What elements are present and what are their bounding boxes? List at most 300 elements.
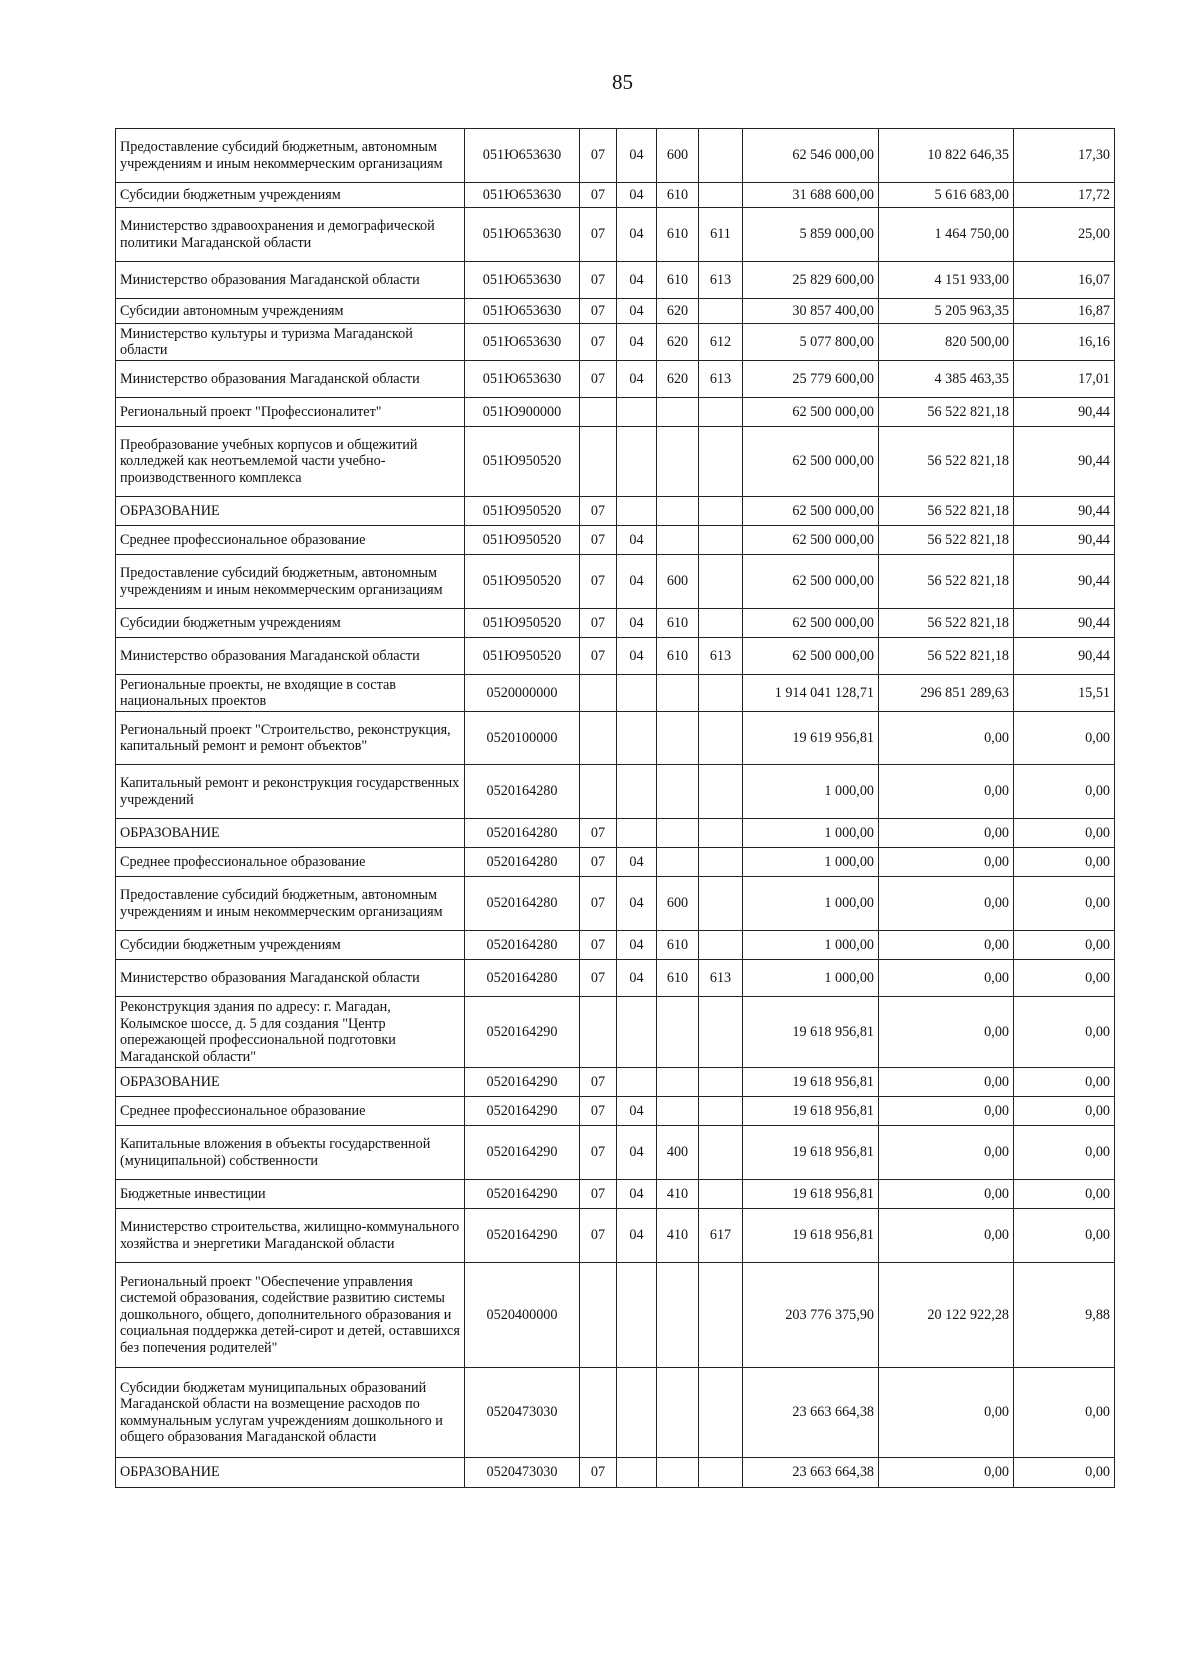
row-actual-amount: 4 151 933,00 <box>879 262 1014 299</box>
table-row <box>116 675 1115 712</box>
row-section <box>580 1263 617 1368</box>
row-expense-type <box>657 1068 699 1097</box>
row-percent: 0,00 <box>1014 877 1115 931</box>
row-name: Субсидии бюджетным учреждениям <box>116 183 465 208</box>
row-plan-amount: 62 500 000,00 <box>743 427 879 497</box>
row-subsection: 04 <box>617 877 657 931</box>
row-admin-code <box>699 1126 743 1180</box>
row-subsection: 04 <box>617 609 657 638</box>
row-percent: 0,00 <box>1014 819 1115 848</box>
row-code: 0520164290 <box>465 1068 580 1097</box>
row-expense-type: 400 <box>657 1126 699 1180</box>
row-section <box>580 997 617 1068</box>
row-actual-amount: 0,00 <box>879 877 1014 931</box>
table-row <box>116 555 1115 609</box>
table-row <box>116 1368 1115 1458</box>
row-subsection <box>617 1068 657 1097</box>
row-section: 07 <box>580 877 617 931</box>
row-name: Министерство строительства, жилищно-коммунального хозяйства и энергетики Магаданской области <box>116 1209 465 1263</box>
row-percent: 0,00 <box>1014 1126 1115 1180</box>
row-section: 07 <box>580 299 617 324</box>
row-admin-code <box>699 765 743 819</box>
row-section: 07 <box>580 638 617 675</box>
table-row <box>116 765 1115 819</box>
row-code: 0520400000 <box>465 1263 580 1368</box>
row-actual-amount: 820 500,00 <box>879 324 1014 361</box>
row-subsection: 04 <box>617 526 657 555</box>
row-actual-amount: 0,00 <box>879 960 1014 997</box>
row-expense-type: 600 <box>657 877 699 931</box>
row-admin-code <box>699 877 743 931</box>
row-subsection <box>617 712 657 765</box>
row-admin-code <box>699 997 743 1068</box>
row-percent: 17,01 <box>1014 361 1115 398</box>
row-name: Региональный проект "Строительство, реконструкция, капитальный ремонт и ремонт объектов" <box>116 712 465 765</box>
table-row <box>116 361 1115 398</box>
table-row <box>116 960 1115 997</box>
row-actual-amount: 0,00 <box>879 819 1014 848</box>
row-percent: 0,00 <box>1014 712 1115 765</box>
row-subsection: 04 <box>617 931 657 960</box>
row-admin-code <box>699 848 743 877</box>
row-percent: 9,88 <box>1014 1263 1115 1368</box>
row-actual-amount: 0,00 <box>879 1209 1014 1263</box>
row-actual-amount: 0,00 <box>879 1126 1014 1180</box>
row-percent: 90,44 <box>1014 398 1115 427</box>
row-plan-amount: 62 500 000,00 <box>743 497 879 526</box>
row-code: 051Ю653630 <box>465 361 580 398</box>
row-subsection: 04 <box>617 1097 657 1126</box>
row-actual-amount: 5 616 683,00 <box>879 183 1014 208</box>
row-plan-amount: 19 618 956,81 <box>743 997 879 1068</box>
row-name: Преобразование учебных корпусов и общежитий колледжей как неотъемлемой части учебно-производственного комплекса <box>116 427 465 497</box>
table-row <box>116 208 1115 262</box>
row-actual-amount: 56 522 821,18 <box>879 427 1014 497</box>
row-name: Среднее профессиональное образование <box>116 526 465 555</box>
row-subsection: 04 <box>617 129 657 183</box>
row-code: 051Ю950520 <box>465 555 580 609</box>
row-plan-amount: 203 776 375,90 <box>743 1263 879 1368</box>
row-expense-type: 610 <box>657 262 699 299</box>
row-plan-amount: 25 829 600,00 <box>743 262 879 299</box>
row-section <box>580 675 617 712</box>
row-subsection: 04 <box>617 324 657 361</box>
row-code: 051Ю950520 <box>465 526 580 555</box>
row-admin-code: 612 <box>699 324 743 361</box>
table-row <box>116 1209 1115 1263</box>
row-subsection <box>617 1263 657 1368</box>
row-plan-amount: 23 663 664,38 <box>743 1458 879 1488</box>
row-section <box>580 398 617 427</box>
row-plan-amount: 19 618 956,81 <box>743 1068 879 1097</box>
table-row <box>116 427 1115 497</box>
row-name: Министерство образования Магаданской области <box>116 361 465 398</box>
row-percent: 90,44 <box>1014 526 1115 555</box>
row-actual-amount: 0,00 <box>879 1068 1014 1097</box>
row-admin-code <box>699 183 743 208</box>
row-plan-amount: 1 000,00 <box>743 819 879 848</box>
row-code: 0520164290 <box>465 1097 580 1126</box>
row-plan-amount: 5 077 800,00 <box>743 324 879 361</box>
table-row <box>116 526 1115 555</box>
row-subsection: 04 <box>617 1180 657 1209</box>
row-section: 07 <box>580 1126 617 1180</box>
row-plan-amount: 19 618 956,81 <box>743 1209 879 1263</box>
row-name: Министерство здравоохранения и демографической политики Магаданской области <box>116 208 465 262</box>
row-name: ОБРАЗОВАНИЕ <box>116 819 465 848</box>
table-row <box>116 129 1115 183</box>
row-name: Среднее профессиональное образование <box>116 1097 465 1126</box>
table-row <box>116 931 1115 960</box>
table-row <box>116 997 1115 1068</box>
row-expense-type <box>657 398 699 427</box>
row-section: 07 <box>580 1458 617 1488</box>
row-plan-amount: 1 000,00 <box>743 931 879 960</box>
row-admin-code <box>699 1068 743 1097</box>
row-expense-type: 620 <box>657 324 699 361</box>
row-expense-type: 600 <box>657 129 699 183</box>
row-actual-amount: 296 851 289,63 <box>879 675 1014 712</box>
row-plan-amount: 1 914 041 128,71 <box>743 675 879 712</box>
row-percent: 16,87 <box>1014 299 1115 324</box>
row-expense-type <box>657 819 699 848</box>
row-actual-amount: 56 522 821,18 <box>879 526 1014 555</box>
row-admin-code: 613 <box>699 361 743 398</box>
table-row <box>116 1180 1115 1209</box>
row-plan-amount: 62 500 000,00 <box>743 526 879 555</box>
row-subsection <box>617 1368 657 1458</box>
row-actual-amount: 1 464 750,00 <box>879 208 1014 262</box>
row-plan-amount: 31 688 600,00 <box>743 183 879 208</box>
row-actual-amount: 0,00 <box>879 997 1014 1068</box>
row-actual-amount: 56 522 821,18 <box>879 638 1014 675</box>
table-row <box>116 1458 1115 1488</box>
row-percent: 17,72 <box>1014 183 1115 208</box>
row-code: 0520164290 <box>465 1126 580 1180</box>
row-section <box>580 765 617 819</box>
row-code: 051Ю653630 <box>465 129 580 183</box>
row-code: 0520473030 <box>465 1368 580 1458</box>
row-section: 07 <box>580 1209 617 1263</box>
row-actual-amount: 56 522 821,18 <box>879 398 1014 427</box>
row-section: 07 <box>580 848 617 877</box>
row-section <box>580 427 617 497</box>
table-row <box>116 262 1115 299</box>
row-percent: 0,00 <box>1014 1097 1115 1126</box>
row-name: Субсидии бюджетным учреждениям <box>116 931 465 960</box>
row-name: Министерство образования Магаданской области <box>116 960 465 997</box>
row-subsection: 04 <box>617 1126 657 1180</box>
table-row <box>116 848 1115 877</box>
row-name: Среднее профессиональное образование <box>116 848 465 877</box>
row-expense-type <box>657 526 699 555</box>
row-percent: 0,00 <box>1014 960 1115 997</box>
row-plan-amount: 19 619 956,81 <box>743 712 879 765</box>
row-name: Министерство культуры и туризма Магаданской области <box>116 324 465 361</box>
row-admin-code <box>699 712 743 765</box>
row-admin-code <box>699 675 743 712</box>
row-actual-amount: 0,00 <box>879 1097 1014 1126</box>
row-expense-type <box>657 712 699 765</box>
row-expense-type <box>657 1368 699 1458</box>
row-admin-code <box>699 819 743 848</box>
row-section: 07 <box>580 1068 617 1097</box>
row-expense-type: 610 <box>657 183 699 208</box>
row-actual-amount: 0,00 <box>879 1368 1014 1458</box>
table-row <box>116 609 1115 638</box>
row-admin-code <box>699 299 743 324</box>
row-percent: 0,00 <box>1014 1180 1115 1209</box>
row-expense-type: 600 <box>657 555 699 609</box>
row-admin-code: 611 <box>699 208 743 262</box>
row-subsection <box>617 398 657 427</box>
row-actual-amount: 10 822 646,35 <box>879 129 1014 183</box>
row-code: 0520164280 <box>465 848 580 877</box>
row-percent: 90,44 <box>1014 555 1115 609</box>
row-subsection: 04 <box>617 555 657 609</box>
row-admin-code <box>699 609 743 638</box>
row-percent: 90,44 <box>1014 638 1115 675</box>
row-actual-amount: 56 522 821,18 <box>879 609 1014 638</box>
row-name: Предоставление субсидий бюджетным, автономным учреждениям и иным некоммерческим организациям <box>116 555 465 609</box>
row-name: Субсидии бюджетным учреждениям <box>116 609 465 638</box>
table-row <box>116 1263 1115 1368</box>
row-section: 07 <box>580 1097 617 1126</box>
row-name: Реконструкция здания по адресу: г. Магадан, Колымское шоссе, д. 5 для создания "Центр опережающей профессиональной подготовки Магаданской области" <box>116 997 465 1068</box>
row-expense-type <box>657 1097 699 1126</box>
row-name: ОБРАЗОВАНИЕ <box>116 1068 465 1097</box>
table-row <box>116 1097 1115 1126</box>
row-admin-code <box>699 1097 743 1126</box>
row-admin-code <box>699 497 743 526</box>
row-code: 0520100000 <box>465 712 580 765</box>
row-plan-amount: 1 000,00 <box>743 960 879 997</box>
row-code: 0520164290 <box>465 1180 580 1209</box>
row-admin-code <box>699 398 743 427</box>
row-subsection: 04 <box>617 208 657 262</box>
row-actual-amount: 0,00 <box>879 931 1014 960</box>
row-plan-amount: 1 000,00 <box>743 877 879 931</box>
row-section: 07 <box>580 555 617 609</box>
row-section: 07 <box>580 208 617 262</box>
row-percent: 90,44 <box>1014 609 1115 638</box>
row-code: 051Ю653630 <box>465 324 580 361</box>
row-expense-type: 410 <box>657 1180 699 1209</box>
row-code: 051Ю653630 <box>465 183 580 208</box>
row-subsection <box>617 1458 657 1488</box>
row-percent: 15,51 <box>1014 675 1115 712</box>
row-code: 0520473030 <box>465 1458 580 1488</box>
row-plan-amount: 62 500 000,00 <box>743 398 879 427</box>
row-admin-code <box>699 1368 743 1458</box>
row-name: Субсидии бюджетам муниципальных образований Магаданской области на возмещение расходов по коммунальным услугам учреждениям дошкольного и общего образования Магаданской области <box>116 1368 465 1458</box>
row-code: 051Ю950520 <box>465 638 580 675</box>
row-plan-amount: 62 500 000,00 <box>743 609 879 638</box>
row-admin-code <box>699 1458 743 1488</box>
row-admin-code <box>699 1263 743 1368</box>
row-actual-amount: 0,00 <box>879 1458 1014 1488</box>
row-subsection <box>617 675 657 712</box>
row-actual-amount: 4 385 463,35 <box>879 361 1014 398</box>
row-section: 07 <box>580 931 617 960</box>
row-admin-code <box>699 427 743 497</box>
row-expense-type <box>657 675 699 712</box>
row-admin-code: 613 <box>699 638 743 675</box>
table-row <box>116 1126 1115 1180</box>
row-expense-type <box>657 765 699 819</box>
row-percent: 0,00 <box>1014 997 1115 1068</box>
row-code: 0520164280 <box>465 877 580 931</box>
row-expense-type: 410 <box>657 1209 699 1263</box>
row-expense-type <box>657 1458 699 1488</box>
row-section <box>580 712 617 765</box>
row-code: 0520000000 <box>465 675 580 712</box>
row-code: 051Ю900000 <box>465 398 580 427</box>
table-row <box>116 183 1115 208</box>
row-admin-code <box>699 1180 743 1209</box>
row-section <box>580 1368 617 1458</box>
row-name: Капитальные вложения в объекты государственной (муниципальной) собственности <box>116 1126 465 1180</box>
row-actual-amount: 20 122 922,28 <box>879 1263 1014 1368</box>
row-code: 0520164280 <box>465 931 580 960</box>
row-code: 051Ю950520 <box>465 427 580 497</box>
row-code: 051Ю653630 <box>465 262 580 299</box>
row-code: 0520164280 <box>465 960 580 997</box>
row-plan-amount: 19 618 956,81 <box>743 1097 879 1126</box>
row-actual-amount: 0,00 <box>879 765 1014 819</box>
row-section: 07 <box>580 262 617 299</box>
budget-table <box>115 128 1115 1488</box>
row-subsection: 04 <box>617 1209 657 1263</box>
row-name: Министерство образования Магаданской области <box>116 262 465 299</box>
row-actual-amount: 56 522 821,18 <box>879 497 1014 526</box>
row-plan-amount: 1 000,00 <box>743 765 879 819</box>
row-plan-amount: 25 779 600,00 <box>743 361 879 398</box>
table-row <box>116 712 1115 765</box>
row-subsection: 04 <box>617 262 657 299</box>
row-percent: 0,00 <box>1014 1458 1115 1488</box>
row-section: 07 <box>580 960 617 997</box>
row-percent: 0,00 <box>1014 1068 1115 1097</box>
row-subsection: 04 <box>617 183 657 208</box>
row-actual-amount: 5 205 963,35 <box>879 299 1014 324</box>
row-subsection: 04 <box>617 848 657 877</box>
row-plan-amount: 19 618 956,81 <box>743 1180 879 1209</box>
row-expense-type: 610 <box>657 208 699 262</box>
row-plan-amount: 1 000,00 <box>743 848 879 877</box>
row-actual-amount: 56 522 821,18 <box>879 555 1014 609</box>
row-section: 07 <box>580 361 617 398</box>
row-section: 07 <box>580 609 617 638</box>
row-admin-code <box>699 555 743 609</box>
row-admin-code <box>699 526 743 555</box>
row-percent: 0,00 <box>1014 931 1115 960</box>
row-section: 07 <box>580 183 617 208</box>
row-name: Региональный проект "Обеспечение управления системой образования, содействие развитию системы дошкольного, общего, дополнительного образования и социальная поддержка детей-сирот и детей, оставшихся без попечения родителей" <box>116 1263 465 1368</box>
row-name: ОБРАЗОВАНИЕ <box>116 497 465 526</box>
table-row <box>116 497 1115 526</box>
row-expense-type: 610 <box>657 609 699 638</box>
row-code: 0520164290 <box>465 997 580 1068</box>
table-row <box>116 638 1115 675</box>
row-subsection: 04 <box>617 299 657 324</box>
row-name: Региональные проекты, не входящие в состав национальных проектов <box>116 675 465 712</box>
row-section: 07 <box>580 1180 617 1209</box>
table-row <box>116 1068 1115 1097</box>
row-name: Субсидии автономным учреждениям <box>116 299 465 324</box>
row-actual-amount: 0,00 <box>879 848 1014 877</box>
row-percent: 25,00 <box>1014 208 1115 262</box>
row-admin-code: 617 <box>699 1209 743 1263</box>
row-expense-type <box>657 848 699 877</box>
row-percent: 90,44 <box>1014 427 1115 497</box>
row-percent: 90,44 <box>1014 497 1115 526</box>
row-admin-code <box>699 129 743 183</box>
row-percent: 16,16 <box>1014 324 1115 361</box>
row-percent: 16,07 <box>1014 262 1115 299</box>
row-section: 07 <box>580 129 617 183</box>
row-code: 0520164280 <box>465 819 580 848</box>
row-code: 0520164280 <box>465 765 580 819</box>
row-expense-type: 610 <box>657 931 699 960</box>
row-actual-amount: 0,00 <box>879 712 1014 765</box>
row-section: 07 <box>580 497 617 526</box>
row-expense-type: 620 <box>657 299 699 324</box>
row-subsection <box>617 497 657 526</box>
row-code: 051Ю950520 <box>465 609 580 638</box>
row-subsection: 04 <box>617 638 657 675</box>
row-expense-type: 610 <box>657 960 699 997</box>
row-percent: 17,30 <box>1014 129 1115 183</box>
row-subsection: 04 <box>617 960 657 997</box>
row-plan-amount: 62 500 000,00 <box>743 555 879 609</box>
row-admin-code <box>699 931 743 960</box>
row-plan-amount: 62 500 000,00 <box>743 638 879 675</box>
row-admin-code: 613 <box>699 960 743 997</box>
row-code: 051Ю950520 <box>465 497 580 526</box>
row-expense-type: 610 <box>657 638 699 675</box>
row-section: 07 <box>580 526 617 555</box>
table-row <box>116 877 1115 931</box>
row-name: Министерство образования Магаданской области <box>116 638 465 675</box>
row-expense-type <box>657 997 699 1068</box>
row-subsection <box>617 819 657 848</box>
row-expense-type <box>657 427 699 497</box>
table-row <box>116 324 1115 361</box>
row-expense-type <box>657 1263 699 1368</box>
row-name: ОБРАЗОВАНИЕ <box>116 1458 465 1488</box>
row-section: 07 <box>580 819 617 848</box>
page-number: 85 <box>612 70 633 94</box>
table-row <box>116 398 1115 427</box>
row-code: 051Ю653630 <box>465 299 580 324</box>
row-name: Региональный проект "Профессионалитет" <box>116 398 465 427</box>
row-plan-amount: 5 859 000,00 <box>743 208 879 262</box>
row-plan-amount: 19 618 956,81 <box>743 1126 879 1180</box>
table-row <box>116 819 1115 848</box>
row-plan-amount: 62 546 000,00 <box>743 129 879 183</box>
row-subsection <box>617 427 657 497</box>
row-percent: 0,00 <box>1014 1209 1115 1263</box>
row-name: Капитальный ремонт и реконструкция государственных учреждений <box>116 765 465 819</box>
table-row <box>116 299 1115 324</box>
row-percent: 0,00 <box>1014 765 1115 819</box>
row-percent: 0,00 <box>1014 848 1115 877</box>
row-admin-code: 613 <box>699 262 743 299</box>
row-section: 07 <box>580 324 617 361</box>
row-name: Предоставление субсидий бюджетным, автономным учреждениям и иным некоммерческим организациям <box>116 129 465 183</box>
row-actual-amount: 0,00 <box>879 1180 1014 1209</box>
